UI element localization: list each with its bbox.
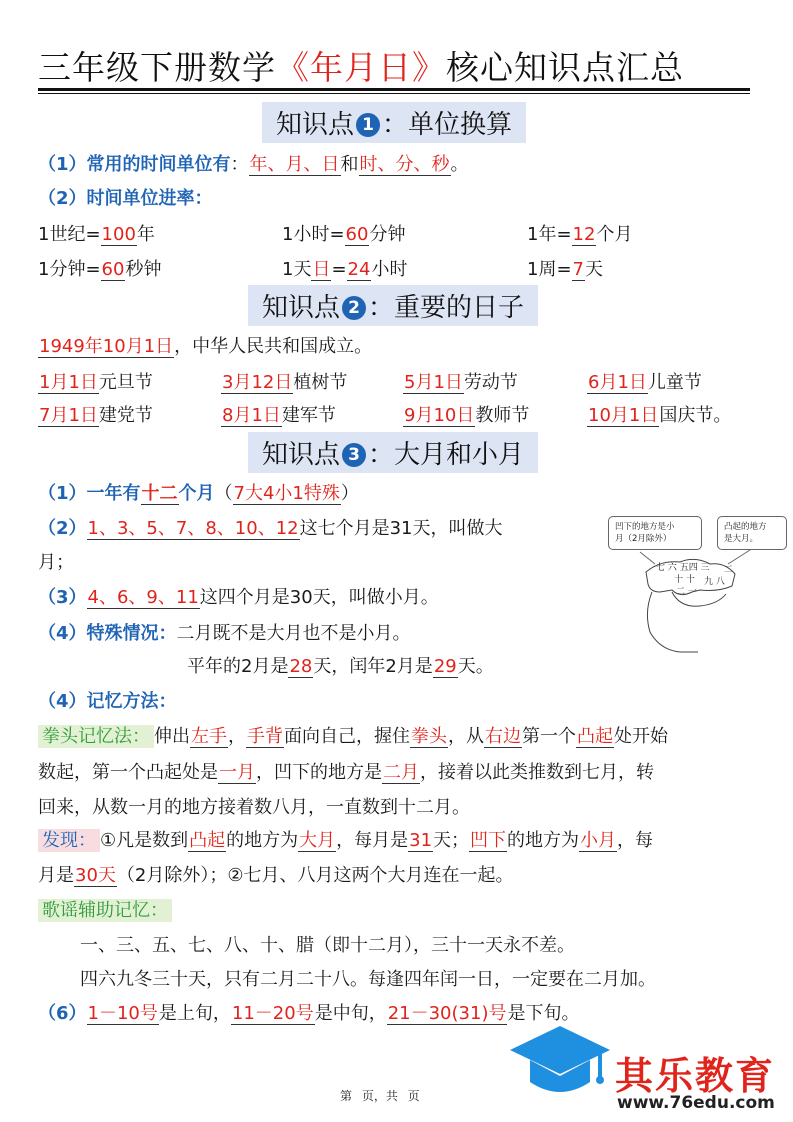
logo-url: www.76edu.com xyxy=(617,1093,775,1113)
graduation-cap-icon xyxy=(508,1020,612,1104)
holiday-item: 8月1日建军节 xyxy=(222,405,336,426)
holiday-item: 9月10日教师节 xyxy=(404,405,530,426)
fist-diagram xyxy=(600,512,790,662)
february-days-line: 平年的2月是28天，闰年2月是29天。 xyxy=(187,656,494,677)
fist-label: 二 一 xyxy=(676,587,697,597)
holiday-item: 6月1日儿童节 xyxy=(588,372,702,393)
fist-method-line-1: 拳头记忆法： 伸出左手，手背面向自己，握住拳头，从右边第一个凸起处开始 xyxy=(38,722,668,748)
founding-day-line: 1949年10月1日，中华人民共和国成立。 xyxy=(39,336,373,357)
section-heading-3: 知识点 3 ：大月和小月 xyxy=(248,432,538,473)
conversion-item: 1分钟=60秒钟 xyxy=(38,259,162,280)
conversion-item: 1年=12个月 xyxy=(527,224,633,245)
fist-label: 二 xyxy=(724,565,734,575)
fist-label: 九 八 xyxy=(704,577,725,587)
holiday-item: 5月1日劳动节 xyxy=(404,372,518,393)
small-months-line: （3）4、6、9、11这四个月是30天，叫做小月。 xyxy=(38,587,439,608)
holiday-item: 10月1日国庆节。 xyxy=(588,405,732,426)
big-months-line: （2）1、3、5、7、8、10、12这七个月是31天，叫做大 xyxy=(38,518,503,539)
special-case-line: （4）特殊情况：二月既不是大月也不是小月。 xyxy=(38,623,411,644)
section-heading-2: 知识点 2 ：重要的日子 xyxy=(248,285,538,326)
logo-name: 其乐教育 xyxy=(615,1054,776,1098)
conversion-item: 1小时=60分钟 xyxy=(282,224,406,245)
conversion-item: 1天日=24小时 xyxy=(282,259,408,280)
time-units-line: （1）常用的时间单位有：年、月、日和时、分、秒。 xyxy=(38,154,469,175)
discovery-line-1: 发现： ①凡是数到凸起的地方为大月，每月是31天；凹下的地方为小月，每 xyxy=(38,826,653,852)
big-months-line-cont: 月； xyxy=(38,552,74,573)
holiday-item: 3月12日植树节 xyxy=(222,372,348,393)
fist-label: 十 十 xyxy=(674,575,695,585)
page-title: 三年级下册数学《年月日》核心知识点汇总 xyxy=(38,48,684,87)
song-line-1: 一、三、五、七、八、十、腊（即十二月），三十一天永不差。 xyxy=(80,935,575,956)
months-per-year-line: （1）一年有十二个月（7大4小1特殊） xyxy=(38,483,359,504)
conversion-item: 1周=7天 xyxy=(527,259,603,280)
fist-label: 七 六 五四 三 xyxy=(656,563,710,573)
fist-method-line-2: 数起，第一个凸起处是一月，凹下的地方是二月，接着以此类推数到七月，转 xyxy=(38,762,654,783)
title-rule xyxy=(38,88,750,91)
section-heading-1: 知识点 1 ：单位换算 xyxy=(262,102,526,143)
discovery-line-2: 月是30天（2月除外）；②七月、八月这两个大月连在一起。 xyxy=(38,865,514,886)
time-rate-heading: （2）时间单位进率： xyxy=(38,188,213,209)
holiday-item: 1月1日元旦节 xyxy=(39,372,153,393)
fist-method-line-3: 回来，从数一月的地方接着数八月，一直数到十二月。 xyxy=(38,797,470,818)
holiday-item: 7月1日建党节 xyxy=(39,405,153,426)
memory-method-heading: （4）记忆方法： xyxy=(38,691,177,712)
speech-bubble-left: 凹下的地方是小 月（2月除外） xyxy=(608,516,702,550)
song-heading: 歌谣辅助记忆： xyxy=(38,896,172,922)
page-footer: 第 页，共 页 xyxy=(340,1089,420,1103)
song-line-2: 四六九冬三十天，只有二月二十八。每逢四年闰一日，一定要在二月加。 xyxy=(80,969,656,990)
speech-bubble-right: 凸起的地方 是大月。 xyxy=(717,516,787,550)
conversion-item: 1世纪=100年 xyxy=(38,224,155,245)
title-rule-thin xyxy=(38,93,750,94)
month-thirds-line: （6）1－10号是上旬，11－20号是中旬，21－30(31)号是下旬。 xyxy=(38,1003,580,1024)
